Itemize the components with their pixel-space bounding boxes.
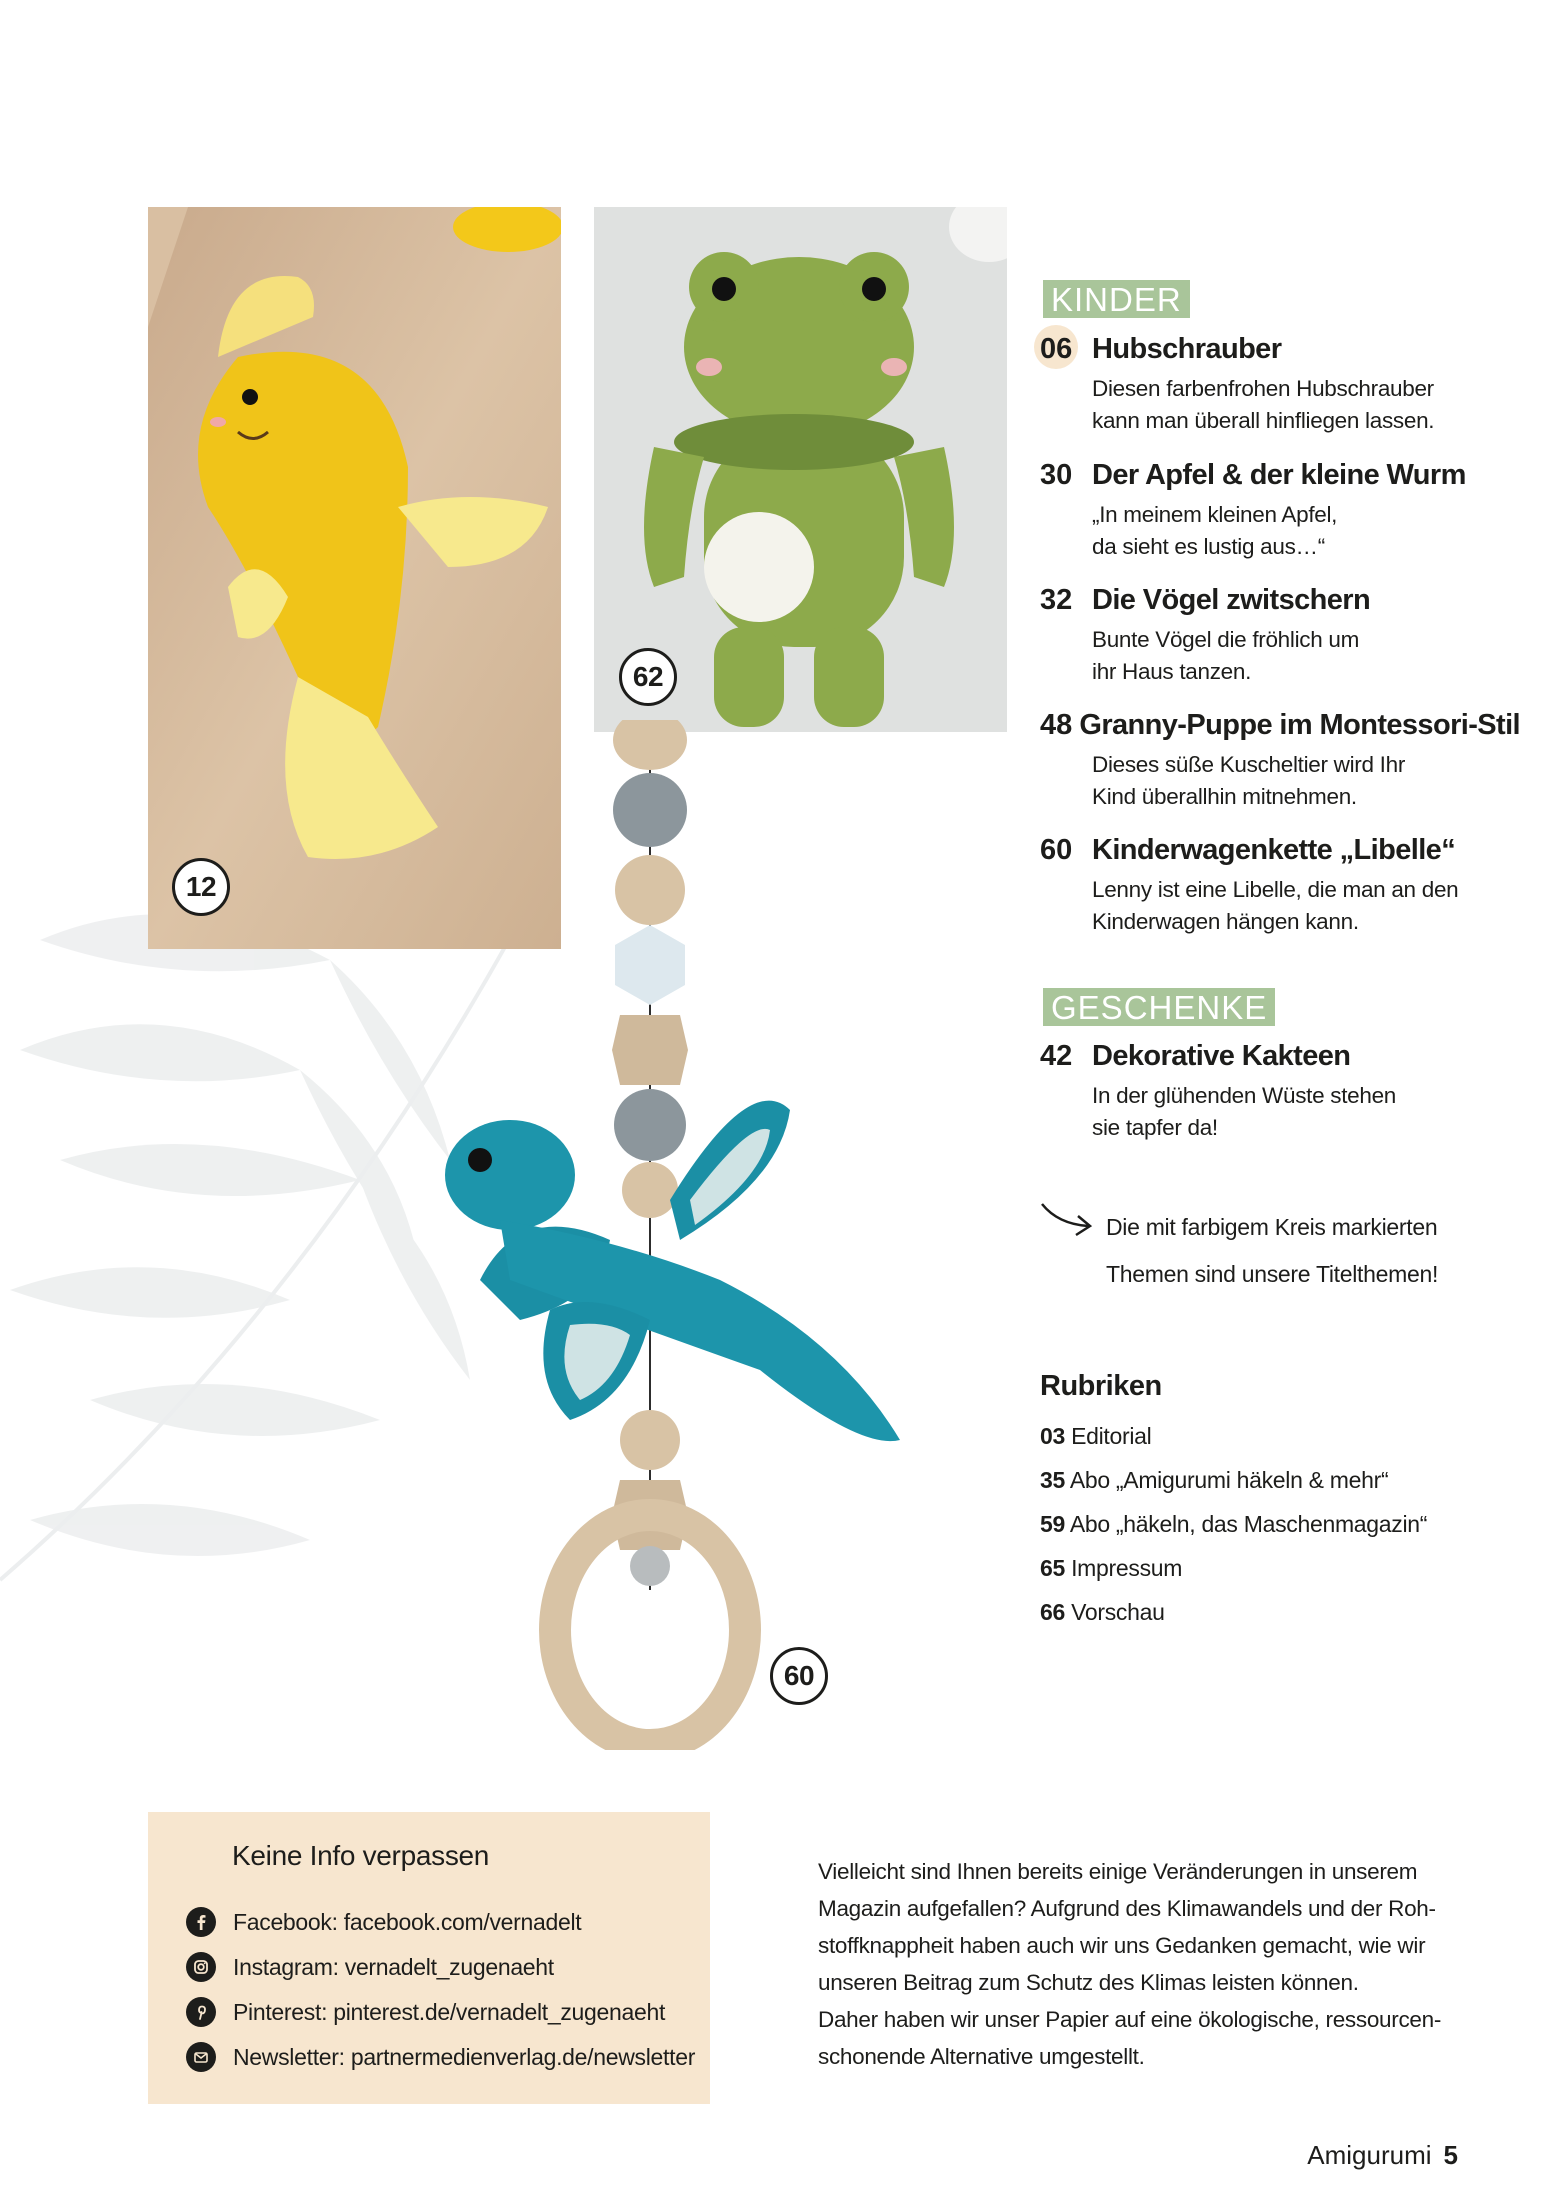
mail-icon [186, 2042, 216, 2072]
rubriken-label: Impressum [1071, 1555, 1183, 1581]
rubriken-item[interactable] [1040, 1458, 1520, 1502]
toc-description: In der glühenden Wüste stehen sie tapfer da! [1092, 1083, 1397, 1140]
instagram-icon [186, 1952, 216, 1982]
social-row-facebook[interactable] [186, 1906, 581, 1938]
social-newsletter-text: Newsletter: partnermedienverlag.de/newsletter [233, 2043, 696, 2070]
body-line: schonende Alternative umgestellt. [818, 2044, 1145, 2069]
rubriken-page: 35 [1040, 1467, 1065, 1493]
social-facebook-text: Facebook: facebook.com/vernadelt [233, 1908, 582, 1935]
note-line: Die mit farbigem Kreis markierten [1106, 1214, 1438, 1240]
arrow-icon [1040, 1200, 1098, 1240]
editorial-note [818, 1853, 1442, 2075]
toc-page-number: 32 [1040, 583, 1073, 616]
toc-title: Kinderwagenkette „Libelle“ [1092, 833, 1456, 866]
toc-title: Dekorative Kakteen [1092, 1039, 1351, 1072]
pinterest-icon [186, 1997, 216, 2027]
toc-page-number: 48 [1040, 708, 1073, 741]
dragonfly-photo [420, 720, 1040, 1750]
note-line: Themen sind unsere Titelthemen! [1106, 1261, 1439, 1287]
body-line: Daher haben wir unser Papier auf eine ökologische, ressourcen- [818, 2007, 1442, 2032]
toc-entry[interactable] [1040, 705, 1520, 813]
toc-title: Granny-Puppe im Montessori-Stil [1079, 708, 1520, 741]
page-badge-frog[interactable]: 62 [619, 648, 677, 706]
rubriken-item[interactable] [1040, 1502, 1520, 1546]
rubriken-label: Vorschau [1071, 1599, 1165, 1625]
social-row-instagram[interactable] [186, 1951, 554, 1983]
rubriken-list [1040, 1370, 1520, 1634]
info-box-title: Keine Info verpassen [232, 1840, 490, 1871]
toc-entry[interactable] [1040, 830, 1520, 938]
toc-entry[interactable] [1040, 329, 1520, 437]
toc-page-number: 06 [1040, 333, 1092, 366]
facebook-icon [186, 1907, 216, 1937]
social-pinterest-text: Pinterest: pinterest.de/vernadelt_zugenaeht [233, 1998, 666, 2025]
magazine-name: Amigurumi [1307, 2140, 1432, 2170]
toc-description: Lenny ist eine Libelle, die man an den Kinderwagen hängen kann. [1092, 877, 1459, 934]
page-badge-fish[interactable]: 12 [172, 858, 230, 916]
rubriken-page: 03 [1040, 1423, 1065, 1449]
toc-description: „In meinem kleinen Apfel, da sieht es lustig aus…“ [1092, 502, 1338, 559]
section-heading-geschenke: GESCHENKE [1043, 988, 1275, 1026]
toc-page-number: 30 [1040, 458, 1073, 491]
toc-page-number: 42 [1040, 1039, 1073, 1072]
rubriken-item[interactable] [1040, 1546, 1520, 1590]
page-footer [1307, 2140, 1458, 2171]
social-instagram-text: Instagram: vernadelt_zugenaeht [233, 1953, 554, 1980]
toc-entry[interactable] [1040, 580, 1520, 688]
toc-page-number: 60 [1040, 833, 1073, 866]
rubriken-page: 59 [1040, 1511, 1065, 1537]
toc-title: Der Apfel & der kleine Wurm [1092, 458, 1466, 491]
social-row-pinterest[interactable] [186, 1996, 665, 2028]
rubriken-page: 65 [1040, 1555, 1065, 1581]
body-line: stoffknappheit haben auch wir uns Gedanken gemacht, wie wir [818, 1933, 1426, 1958]
rubriken-label: Abo „Amigurumi häkeln & mehr“ [1069, 1467, 1389, 1493]
toc-entry[interactable] [1040, 455, 1520, 563]
page-number: 5 [1443, 2140, 1458, 2170]
rubriken-title: Rubriken [1040, 1370, 1162, 1402]
section-heading-kinder: KINDER [1043, 280, 1190, 318]
body-line: Vielleicht sind Ihnen bereits einige Veränderungen in unserem [818, 1859, 1418, 1884]
rubriken-item[interactable] [1040, 1590, 1520, 1634]
rubriken-label: Abo „häkeln, das Maschenmagazin“ [1069, 1511, 1428, 1537]
toc-entry[interactable] [1040, 1036, 1520, 1144]
toc-description: Bunte Vögel die fröhlich um ihr Haus tanzen. [1092, 627, 1360, 684]
toc-title: Die Vögel zwitschern [1092, 583, 1371, 616]
toc-title: Hubschrauber [1092, 332, 1282, 365]
rubriken-page: 66 [1040, 1599, 1065, 1625]
body-line: unseren Beitrag zum Schutz des Klimas leisten können. [818, 1970, 1359, 1995]
page-badge-dragonfly[interactable]: 60 [770, 1647, 828, 1705]
toc-description: Diesen farbenfrohen Hubschrauber kann man überall hinfliegen lassen. [1092, 376, 1435, 433]
toc-description: Dieses süße Kuscheltier wird Ihr Kind überallhin mitnehmen. [1092, 752, 1406, 809]
rubriken-label: Editorial [1071, 1423, 1152, 1449]
social-row-newsletter[interactable] [186, 2041, 695, 2073]
body-line: Magazin aufgefallen? Aufgrund des Klimawandels und der Roh- [818, 1896, 1436, 1921]
social-info-box [148, 1812, 710, 2104]
rubriken-item[interactable] [1040, 1414, 1520, 1458]
